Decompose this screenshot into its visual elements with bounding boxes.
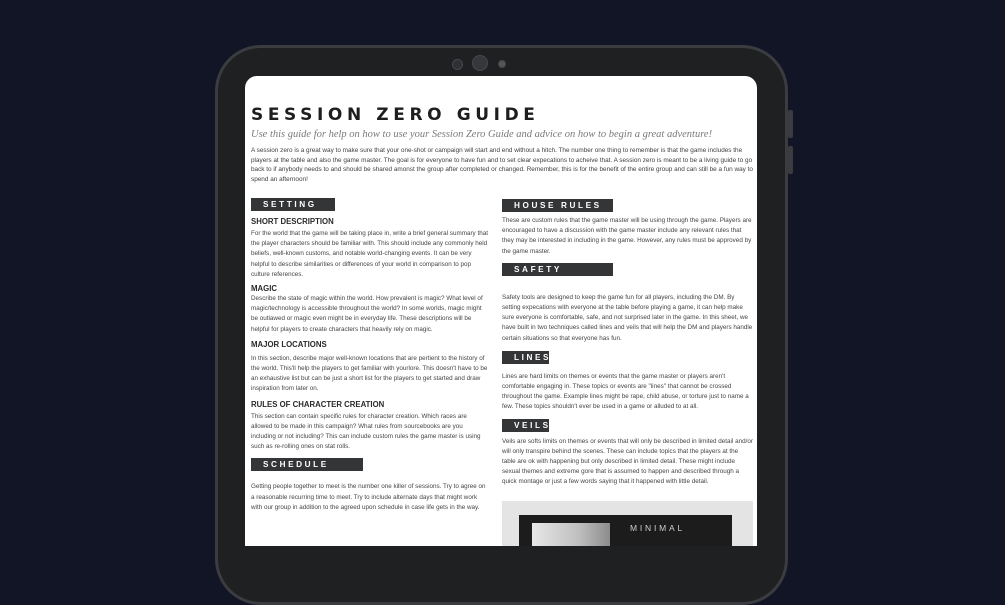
camera-dot-icon: [452, 59, 463, 70]
character-creation-text: This section can contain specific rules for character creation. Which races are allowed to be made in this campaign? What rules from sourcebooks are you including or not including? This can include custom rules the game master is using such as re-rolling ones on stat rolls.: [251, 412, 481, 451]
right-column: [502, 195, 753, 488]
setting-banner: SETTING: [251, 198, 335, 211]
safety-tools-text: Safety tools are designed to keep the game fun for all players, including the DM. By setting expecations with everyone at the table before playing a game, it can help make sure everyone is comfortable, safe, and not surprised later in the game. In this sheet, we have built in two techniques called lines and veils that will help the DM and players handle certain situations so that everyone has fun.: [502, 293, 753, 342]
short-description-heading: SHORT DESCRIPTION: [251, 217, 334, 226]
promo-card: [519, 515, 732, 546]
camera-sensor-icon: [498, 60, 506, 68]
lines-text: Lines are hard limits on themes or events that the game master or players aren't comfortable engaging in. These topics or events are "lines" that cannot be crossed throughout the game. Example lines might be rape, child abuse, or torture just to name a few. These topics shouldn't ever be used in a game or alluded to at all.: [502, 372, 749, 411]
safety-tools-banner: SAFETY TOOLS: [502, 263, 613, 276]
camera-lens-icon: [472, 55, 488, 71]
tablet-screen: [245, 76, 757, 546]
magic-heading: MAGIC: [251, 284, 277, 294]
character-creation-heading: RULES OF CHARACTER CREATION: [251, 399, 385, 409]
promo-panel: [502, 501, 753, 546]
promo-title: MINIMAL: [630, 523, 686, 533]
magic-text: Describe the state of magic within the world. How prevalent is magic? What level of magic/technology is accessible throughout the world? In some worlds, magic might be outlawed or magic even might be in everyday life. These descriptions will be helpful for players to create characters that heavily rely on magic.: [251, 295, 483, 333]
lines-banner: LINES: [502, 351, 549, 364]
schedule-text: Getting people together to meet is the number one killer of sessions. Try to agree on a reasonable recurring time to meet. Try to include alternate days that might work with our group in addition to the agreed upon schedule in case life gets in the way.: [251, 483, 486, 511]
document-subtitle: Use this guide for help on how to use your Session Zero Guide and advice on how to begin a great adventure!: [251, 129, 713, 140]
intro-paragraph: A session zero is a great way to make sure that your one-shot or campaign will start and end without a hitch. The number one thing to remember is that the game includes the players at the table and also the game master. The goal is for everyone to have fun and to set clear expecations to acheive that. A session zero is meant to be a living guide to go back to if anybody needs to and should be shared amonst the group after completed or changed. Remember, this is for the benefit of the entire group and can still be a fun way to spend an afternoon!: [251, 147, 753, 183]
veils-banner: VEILS: [502, 419, 549, 432]
schedule-banner: SCHEDULE: [251, 458, 363, 471]
house-rules-banner: HOUSE RULES: [502, 199, 613, 212]
promo-thumbnail: [532, 523, 610, 546]
short-description-text: For the world that the game will be taking place in, write a brief general summary that the player characters should be familiar with. This should include any commonly held beliefs, well-known customs, and notable world-changing events. It can be very helpful to describe similarities or differences of your world in comparison to pop culture references.: [251, 230, 488, 278]
tablet-side-button: [788, 146, 793, 174]
tablet-side-button: [788, 110, 793, 138]
veils-text: Veils are softs limits on themes or events that will only be described in limited detail and/or will only transpire behind the scenes. These can include topics that the players at the table are ok with happening but only described in limited detail. These might include sexual themes and extreme gore that is assumed to happen and described through a quick montage or just a few words saying that it happened with little detail.: [502, 437, 753, 486]
house-rules-text: These are custom rules that the game master will be using through the game. Players are encouraged to have a discussion with the game master include any relevant rules that they may be interested in including in the game. However, any rules must be approved by the game master.: [502, 217, 752, 255]
document-title: SESSION ZERO GUIDE: [251, 105, 540, 125]
major-locations-text: In this section, describe major well-known locations that are pertient to the history of the world. This'll help the players to get familiar with yourlore. This doesn't have to be an exhaustive list but can be just a short list for the players to get started and draw inspiration from later on.: [251, 354, 488, 393]
major-locations-heading: MAJOR LOCATIONS: [251, 339, 327, 349]
left-column: [251, 194, 489, 513]
